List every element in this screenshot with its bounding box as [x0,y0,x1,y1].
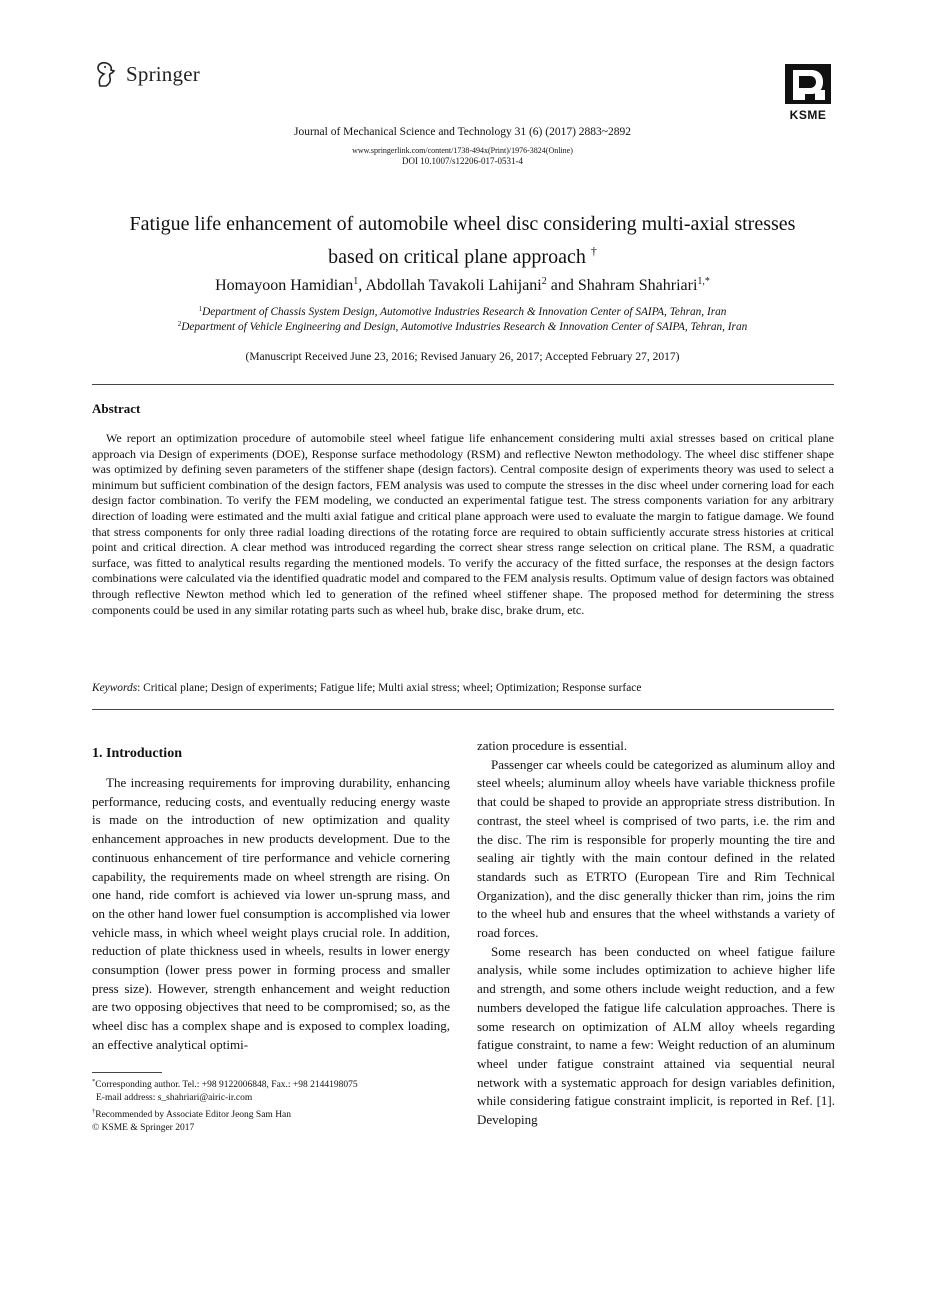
author-list: Homayoon Hamidian$^1$, Abdollah Tavakoli Lahijani$^2$ and Shahram Shahriari$^{1,*}$ [215,276,710,294]
ksme-logo [782,64,834,122]
left-column [92,774,450,1055]
author-3: Shahram Shahriari [577,277,698,294]
society-name: KSME [789,108,827,122]
right-column [477,737,835,1130]
abstract-heading: Abstract [92,401,141,416]
keywords-label: Keywords [92,682,138,694]
intro-paragraph-2: Passenger car wheels could be categorized as aluminum alloy and steel wheels; aluminum alloy wheels have variable thickness profile that could be shaped to provide an appropriate stress distribution. In contrast, the steel wheel is comprised of two parts, i.e. the rim and the disc. The rim is responsible for properly mounting the tire and sealing air tightly with the main contour defined in the related standards such as ETRTO (European Tire and Rim Technical Organization), and the disc generally thicker than rim, joins the rim to the wheel hub and ensures that the wheel withstands a variety of road forces. [477,756,835,941]
affiliation-2: $^2$Department of Vehicle Engineering and Design, Automotive Industries Research & Innovation Center of SAIPA, Tehran, Iran [177,320,748,333]
section-heading-introduction: 1. Introduction [92,746,182,761]
title-line-2: based on critical plane approach † [328,244,597,268]
footnote-email: E-mail address: s_shahriari@airic-ir.com [96,1093,253,1103]
springer-logo [92,60,200,88]
intro-paragraph-3: Some research has been conducted on wheel fatigue failure analysis, while some includes optimization to achieve higher life and strength, and some others include weight reduction, and a few numbers developed the fatigue life calculation approaches. There is some research on optimization of ALM alloy wheels regarding fatigue constraint, to name a few: Weight reduction of an aluminum wheel under fatigue constraint attained via sequential neural network with a systematic approach for design variables definition, while considering fatigue constraint implicit, is reported in Ref. [1]. Developing [477,943,835,1128]
divider-top [92,384,834,385]
affiliation-1: $^1$Department of Chassis System Design, Automotive Industries Research & Innovation Center of SAIPA, Tehran, Iran [198,305,727,318]
footnote-corresponding: *Corresponding author. Tel.: +98 9122006848, Fax.: +98 2144198075 [92,1078,358,1090]
journal-line: Journal of Mechanical Science and Technology 31 (6) (2017) 2883~2892 [293,126,631,138]
footnotes [92,1075,450,1135]
author-1: Homayoon Hamidian [215,277,354,294]
divider-bottom [92,709,834,710]
manuscript-dates: (Manuscript Received June 23, 2016; Revised January 26, 2017; Accepted February 27, 2017) [245,351,680,363]
abstract-text: We report an optimization procedure of automobile steel wheel fatigue life enhancement considering multi axial stresses based on critical plane approach via Design of experiments (DOE), Response surface methodology (RSM) and reflective Newton methodology. The wheel disc stiffener shape was optimized by defining seven parameters of the stiffener shape (design factors). Central composite design of experiments theory was used to select a minimum but sufficient combination of the design factors, FEM analysis was used to compute the stresses in the disc wheel under cornering load for each design factor combination. To verify the FEM modeling, we conducted an experimental fatigue test. The stress components variation for any arbitrary direction of loading were estimated and the multi axial fatigue and critical plane approach were used to evaluate the margin to fatigue damage. We found that stress components for only three radial loading directions of the rotating force are required to obtain sufficiently accurate stress histories at critical point and critical direction. A clear method was introduced regarding the correct shear stress range selection on critical plane. The RSM, a quadratic surface, was fitted to analytical results regarding the mentioned models. To verify the accuracy of the fitted surface, the responses at the design factors combinations were calculated via the identified quadratic model and compared to the FEM analysis results. Optimum value of design factors was obtained through reflective Newton method which led to generation of the refined wheel stiffener shape. The proposed method for determining the stress components could be used in any similar rotating parts such as wheel hub, brake disc, brake drum, etc. [92,431,834,617]
title-line-1: Fatigue life enhancement of automobile wheel disc considering multi-axial stresses [129,213,796,235]
footnote-recommended: †Recommended by Associate Editor Jeong Sam Han [92,1108,292,1120]
publisher-name: Springer [126,61,200,86]
author-2: Abdollah Tavakoli Lahijani [365,277,542,294]
footnote-rule [92,1072,162,1073]
doi-line: DOI 10.1007/s12206-017-0531-4 [402,156,523,166]
springer-horse-icon [92,60,118,88]
title-dagger: † [590,244,597,258]
footnote-copyright: © KSME & Springer 2017 [92,1123,195,1133]
intro-paragraph-1: The increasing requirements for improving durability, enhancing performance, reducing costs, and eventually reducing energy waste is made on the introduction of new optimization and quality enhancement approaches in new products development. Due to the continuous enhancement of tire performance and vehicle cornering capability, the requirements made on wheel strength are rising. On one hand, ride comfort is achieved via lower un-sprung mass, and on the other hand lower fuel consumption is accomplished via lower vehicle mass, in which wheel weight plays crucial role. In addition, reduction of plate thickness used in wheels, results in lower energy consumption (lower press power in forming process and smaller press size). However, strength enhancement and weight reduction are two opposing objectives that need to be compromised; so, as the wheel disc has a complex shape and is exposed to complex loading, an effective analytical optimi- [92,775,450,1052]
keywords-text: : Critical plane; Design of experiments; Fatigue life; Multi axial stress; wheel; Optimization; Response surface [137,682,642,694]
intro-paragraph-1-cont: zation procedure is essential. [477,738,628,753]
ksme-emblem-icon [785,64,831,104]
url-line: www.springerlink.com/content/1738-494x(Print)/1976-3824(Online) [352,146,573,155]
keywords [92,682,834,694]
paper-title [0,211,925,271]
